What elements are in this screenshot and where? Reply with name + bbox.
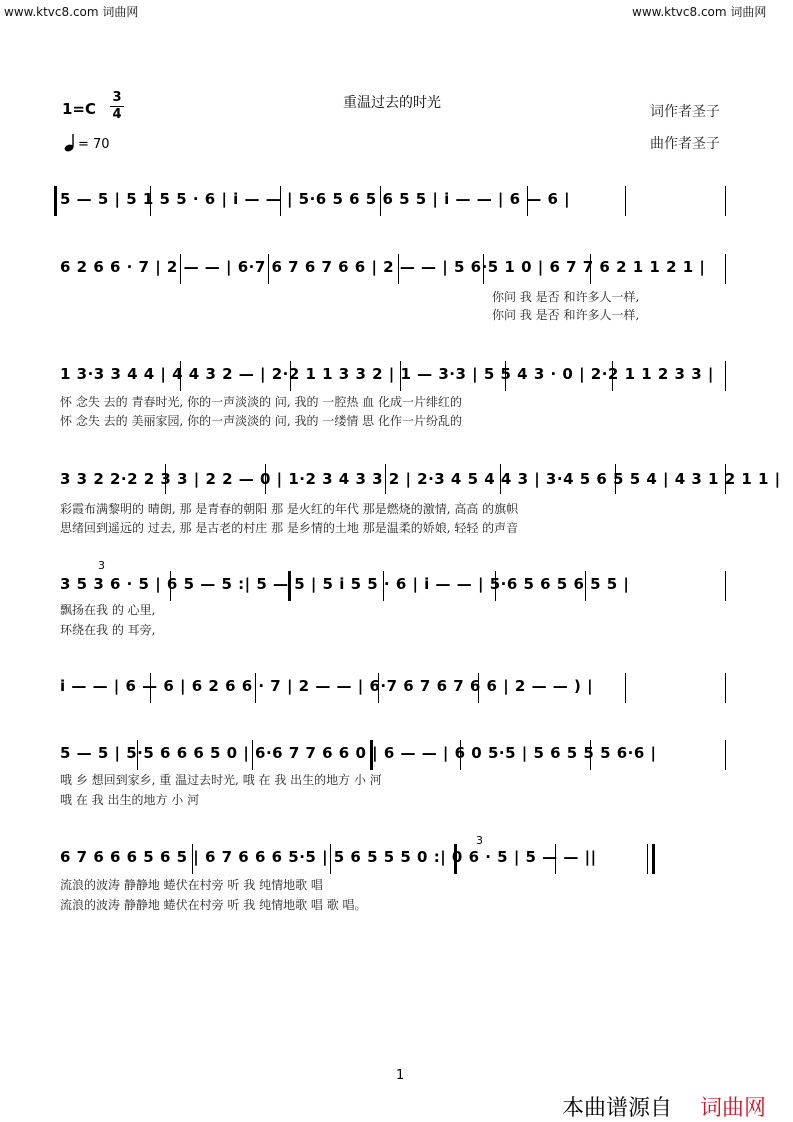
lyric-line-1: 飘扬在我 的 心里,	[60, 603, 156, 617]
footer-brand-logo[interactable]: 词曲网	[700, 1096, 767, 1121]
footer-source-label: 本曲谱源自	[562, 1096, 673, 1121]
page-number: 1	[396, 1068, 405, 1083]
lyric-line-2: 流浪的波涛 静静地 蜷伏在村旁 听 我 纯情地歌 唱 歌 唱。	[60, 898, 367, 912]
time-signature-bottom: 4	[112, 107, 122, 122]
final-barline-thin	[647, 844, 648, 874]
notation-line: 5 — 5 | 5·5 6 6 6 5 0 | 6·6 7 7 6 6 0 | 6 — — | 6 0 5·5 | 5 6 5 5 5 6·6 |	[60, 744, 657, 762]
tempo-marking: = 70	[78, 137, 110, 152]
barline	[625, 186, 626, 216]
barline	[725, 740, 726, 770]
lyric-line-2: 你问 我 是否 和许多人一样,	[492, 308, 640, 322]
composer: 曲作者圣子	[650, 136, 720, 152]
lyric-line-1: 哦 乡 想回到家乡, 重 温过去时光, 哦 在 我 出生的地方 小 河	[60, 773, 382, 787]
final-barline-thick	[652, 844, 655, 874]
lyric-line-1: 流浪的波涛 静静地 蜷伏在村旁 听 我 纯情地歌 唱	[60, 878, 323, 892]
lyric-line-2: 环绕在我 的 耳旁,	[60, 623, 156, 637]
lyric-line-2: 怀 念失 去的 美丽家园, 你的一声淡淡的 问, 我的 一缕情 思 化作一片纷乱的	[60, 414, 462, 428]
notation-line: 3 5 3 6 · 5 | 6 5 — 5 :| 5 — 5 | 5 i 5 5 · 6 | i — — | 5·6 5 6 5 6 5 5 |	[60, 575, 630, 593]
time-signature-top: 3	[112, 90, 122, 105]
notation-line: 3 3 2 2·2 2 3 3 | 2 2 — 0 | 1·2 3 4 3 3 2 | 2·3 4 5 4 4 3 | 3·4 5 6 5 5 4 | 4 3 1 2 1 1 |	[60, 470, 781, 488]
lyric-line-1: 你问 我 是否 和许多人一样,	[492, 290, 640, 304]
quarter-note-icon	[64, 133, 78, 153]
barline	[625, 673, 626, 703]
triplet-mark: 3	[476, 834, 483, 847]
time-signature	[110, 91, 124, 122]
barline	[725, 254, 726, 284]
notation-line: 6 2 6 6 · 7 | 2 — — | 6·7 6 7 6 7 6 6 | 2 — — | 5 6·5 1 0 | 6 7 7 6 2 1 1 2 1 |	[60, 258, 706, 276]
lyric-line-2: 思绪回到遥远的 过去, 那 是古老的村庄 那 是乡情的土地 那是温柔的娇娘, 轻轻 的声音	[60, 521, 519, 535]
notation-line: 1 3·3 3 4 4 | 4 4 3 2 — | 2·2 1 1 3 3 2 | 1 — 3·3 | 5 5 4 3 · 0 | 2·2 1 1 2 3 3 |	[60, 365, 714, 383]
lyric-line-2: 哦 在 我 出生的地方 小 河	[60, 793, 200, 807]
header-url-left[interactable]: www.ktvc8.com 词曲网	[4, 5, 139, 19]
header-url-right[interactable]: www.ktvc8.com 词曲网	[632, 5, 767, 19]
triplet-mark: 3	[98, 559, 105, 572]
notation-line: 6 7 6 6 6 5 6 5 | 6 7 6 6 6 5·5 | 5 6 5 5 5 0 :| 0 6 · 5 | 5 — — ||	[60, 848, 597, 866]
page-title: 重温过去的时光	[343, 95, 441, 111]
notation-line: 5 — 5 | 5 1 5 5 · 6 | i — — | 5·6 5 6 5 6 5 5 | i — — | 6 — 6 |	[60, 190, 571, 208]
repeat-start-barline	[54, 186, 57, 216]
barline	[725, 571, 726, 601]
barline	[725, 186, 726, 216]
barline	[725, 361, 726, 391]
lyric-line-1: 怀 念失 去的 青春时光, 你的一声淡淡的 问, 我的 一腔热 血 化成一片绯红的	[60, 395, 462, 409]
barline	[725, 673, 726, 703]
lyric-line-1: 彩霞布满黎明的 晴朗, 那 是青春的朝阳 那 是火红的年代 那是燃烧的激情, 高高 的旗帜	[60, 502, 519, 516]
key-signature: 1=C	[62, 100, 97, 118]
notation-line: i — — | 6 — 6 | 6 2 6 6 · 7 | 2 — — | 6·7 6 7 6 7 6 6 | 2 — — ) |	[60, 677, 594, 695]
lyricist: 词作者圣子	[650, 104, 720, 120]
